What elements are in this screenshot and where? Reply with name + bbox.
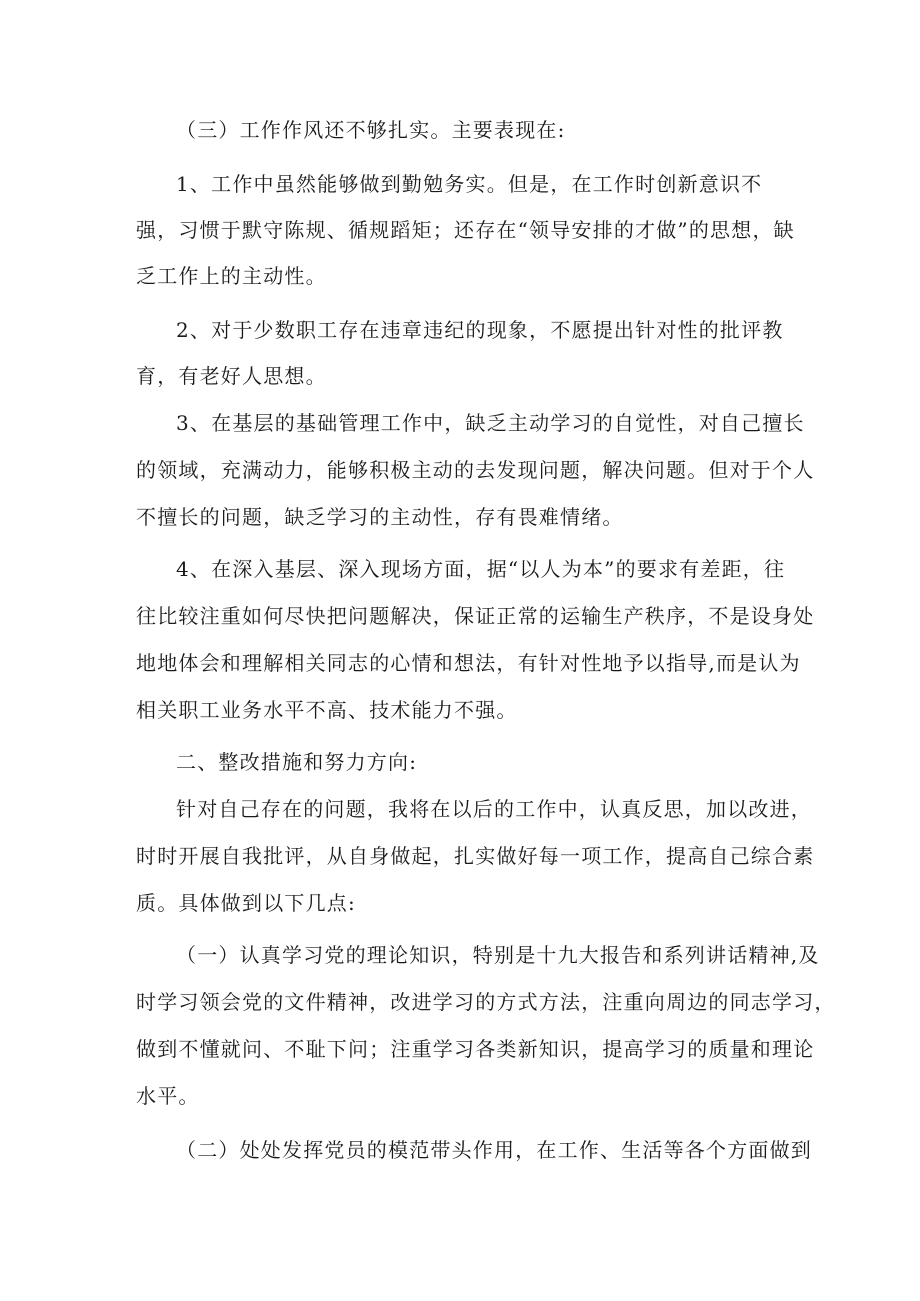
text-line: （一）认真学习党的理论知识，特别是十九大报告和系列讲话精神,及 xyxy=(176,943,820,967)
text-line: 针对自己存在的问题，我将在以后的工作中，认真反思，加以改进， xyxy=(176,797,812,821)
text-line: 不擅长的问题，缺乏学习的主动性，存有畏难情绪。 xyxy=(136,505,624,529)
text-line: 水平。 xyxy=(136,1084,200,1108)
text-line: 做到不懂就问、不耻下问；注重学习各类新知识，提高学习的质量和理论 xyxy=(136,1037,815,1061)
section-heading: 二、整改措施和努力方向: xyxy=(176,750,418,774)
text-line: 时时开展自我批评，从自身做起，扎实做好每一项工作，提高自己综合素 xyxy=(136,844,815,868)
text-line: 乏工作上的主动性。 xyxy=(136,264,327,288)
text-line: 相关职工业务水平不高、技术能力不强。 xyxy=(136,698,518,722)
text-line: 1、工作中虽然能够做到勤勉务实。但是，在工作时创新意识不 xyxy=(176,172,763,196)
text-line: 的领域，充满动力，能够积极主动的去发现问题，解决问题。但对于个人 xyxy=(136,458,815,482)
text-line: 3、在基层的基础管理工作中，缺乏主动学习的自觉性，对自己擅长 xyxy=(176,411,805,435)
text-line: 4、在深入基层、深入现场方面，据“以人为本”的要求有差距，往 xyxy=(176,557,786,581)
text-line: 育，有老好人思想。 xyxy=(136,364,327,388)
text-line: 质。具体做到以下几点: xyxy=(136,891,356,915)
text-line: 往比较注重如何尽快把问题解决，保证正常的运输生产秩序，不是设身处 xyxy=(136,604,815,628)
text-line: 时学习领会党的文件精神，改进学习的方式方法，注重向周边的同志学习， xyxy=(136,990,836,1014)
text-line: （三）工作作风还不够扎实。主要表现在: xyxy=(176,118,566,142)
text-line: 2、对于少数职工存在违章违纪的现象，不愿提出针对性的批评教 xyxy=(176,318,784,342)
text-line: 地地体会和理解相关同志的心情和想法，有针对性地予以指导,而是认为 xyxy=(136,651,801,675)
text-line: （二）处处发挥党员的模范带头作用，在工作、生活等各个方面做到 xyxy=(176,1138,812,1162)
text-line: 强，习惯于默守陈规、循规蹈矩；还存在“领导安排的才做”的思想，缺 xyxy=(136,218,795,242)
